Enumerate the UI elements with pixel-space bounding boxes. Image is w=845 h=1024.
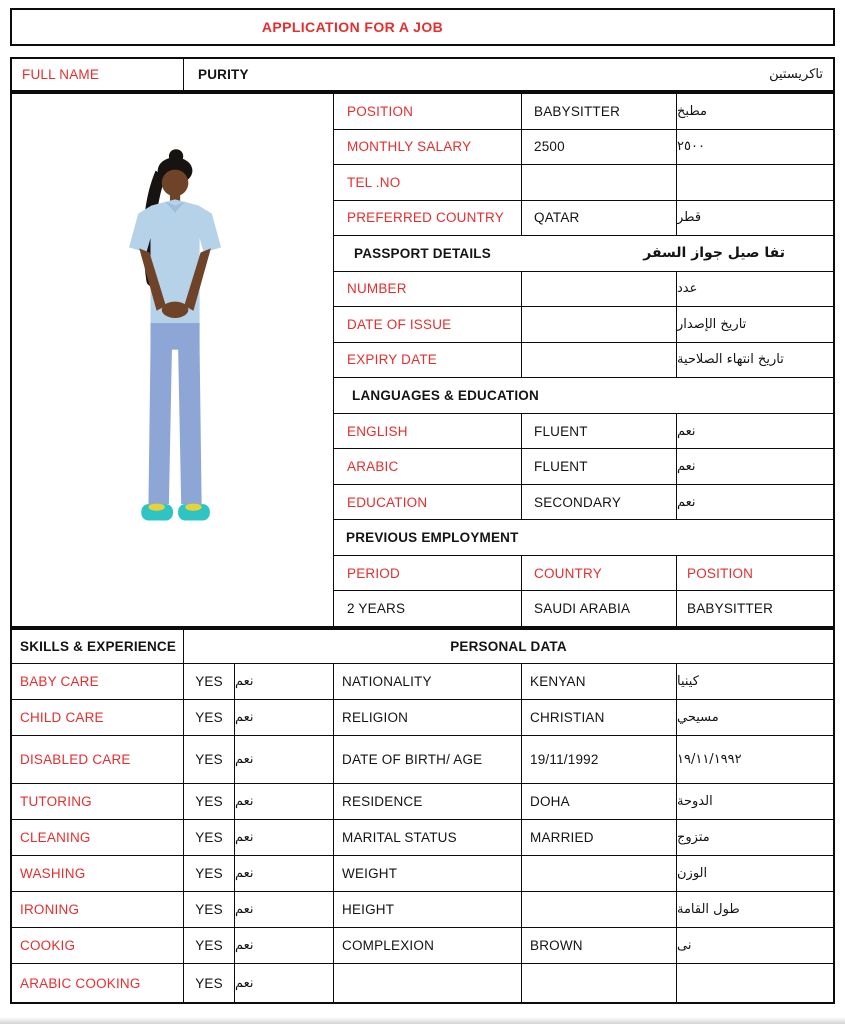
skill-label: WASHING bbox=[12, 856, 184, 891]
skill-label: DISABLED CARE bbox=[12, 736, 184, 783]
personal-arabic: الدوحة bbox=[677, 794, 713, 809]
passport-details-title: PASSPORT DETAILS bbox=[354, 245, 491, 261]
skill-yes: YES bbox=[184, 964, 235, 1002]
skill-yes: YES bbox=[184, 928, 235, 963]
employment-period-header: PERIOD bbox=[334, 556, 522, 591]
education-arabic: نعم bbox=[677, 494, 696, 510]
personal-value: 19/11/1992 bbox=[522, 736, 677, 783]
position-row bbox=[334, 94, 833, 130]
skill-yes-arabic: نعم bbox=[235, 928, 334, 963]
skill-yes-arabic: نعم bbox=[235, 892, 334, 927]
preferred-country-value: QATAR bbox=[522, 201, 677, 236]
date-of-issue-row bbox=[334, 307, 833, 343]
skill-label: IRONING bbox=[12, 892, 184, 927]
employment-position-header: POSITION bbox=[687, 565, 754, 581]
skill-label: BABY CARE bbox=[12, 664, 184, 699]
expiry-date-value bbox=[522, 343, 677, 378]
details-table bbox=[334, 94, 833, 626]
skill-yes: YES bbox=[184, 700, 235, 735]
passport-header-row bbox=[334, 236, 833, 272]
salary-label: MONTHLY SALARY bbox=[334, 130, 522, 165]
personal-arabic: كينيا bbox=[677, 674, 699, 689]
skill-yes: YES bbox=[184, 820, 235, 855]
english-row bbox=[334, 414, 833, 450]
personal-label: DATE OF BIRTH/ AGE bbox=[334, 736, 522, 783]
employment-country-value: SAUDI ARABIA bbox=[522, 591, 677, 626]
personal-label: WEIGHT bbox=[334, 856, 522, 891]
skill-yes-arabic: نعم bbox=[235, 700, 334, 735]
skill-yes-arabic: نعم bbox=[235, 664, 334, 699]
telephone-row bbox=[334, 165, 833, 201]
preferred-country-arabic: قطر bbox=[677, 210, 702, 226]
personal-label: RESIDENCE bbox=[334, 784, 522, 819]
skill-yes-arabic: نعم bbox=[235, 736, 334, 783]
main-section bbox=[10, 92, 835, 628]
table-row bbox=[12, 856, 833, 892]
employment-data-row bbox=[334, 591, 833, 626]
skill-label: CLEANING bbox=[12, 820, 184, 855]
full-name-value: PURITY bbox=[198, 67, 249, 82]
arabic-label: ARABIC bbox=[334, 449, 522, 484]
english-label: ENGLISH bbox=[334, 414, 522, 449]
full-name-label: FULL NAME bbox=[12, 59, 184, 90]
languages-header-row bbox=[334, 378, 833, 414]
personal-arabic: ١٩/١١/١٩٩٢ bbox=[677, 752, 742, 767]
personal-label: NATIONALITY bbox=[334, 664, 522, 699]
date-of-issue-value bbox=[522, 307, 677, 342]
personal-value: BROWN bbox=[522, 928, 677, 963]
date-of-issue-arabic: تاريخ الإصدار bbox=[677, 316, 747, 332]
personal-arabic: طول القامة bbox=[677, 902, 740, 917]
telephone-label: TEL .NO bbox=[334, 165, 522, 200]
preferred-country-row bbox=[334, 201, 833, 237]
skills-personal-section bbox=[10, 628, 835, 1004]
employment-columns-row bbox=[334, 556, 833, 592]
passport-details-header bbox=[334, 236, 833, 271]
skill-yes-arabic: نعم bbox=[235, 964, 334, 1002]
page-title: APPLICATION FOR A JOB bbox=[261, 19, 444, 35]
table-row bbox=[12, 664, 833, 700]
page-edge-shadow bbox=[0, 1017, 845, 1024]
salary-value: 2500 bbox=[522, 130, 677, 165]
salary-row bbox=[334, 130, 833, 166]
position-arabic: مطبخ bbox=[677, 103, 707, 119]
table-row bbox=[12, 736, 833, 784]
skill-yes: YES bbox=[184, 784, 235, 819]
skill-yes: YES bbox=[184, 664, 235, 699]
table-row bbox=[12, 820, 833, 856]
personal-value: MARRIED bbox=[522, 820, 677, 855]
table-row bbox=[12, 928, 833, 964]
skill-label: ARABIC COOKING bbox=[12, 964, 184, 1002]
skills-personal-header-row bbox=[12, 630, 833, 664]
education-value: SECONDARY bbox=[522, 485, 677, 520]
applicant-photo bbox=[93, 140, 253, 590]
table-row bbox=[12, 700, 833, 736]
languages-education-header: LANGUAGES & EDUCATION bbox=[352, 388, 539, 404]
table-row bbox=[12, 964, 833, 1002]
arabic-arabic: نعم bbox=[677, 459, 696, 475]
personal-value bbox=[522, 964, 677, 1002]
personal-arabic bbox=[677, 964, 833, 1002]
passport-number-row bbox=[334, 272, 833, 308]
full-name-row bbox=[10, 57, 835, 92]
education-label: EDUCATION bbox=[334, 485, 522, 520]
personal-arabic: مسيحي bbox=[677, 710, 719, 725]
skill-label: CHILD CARE bbox=[12, 700, 184, 735]
position-value: BABYSITTER bbox=[522, 94, 677, 129]
table-row bbox=[12, 784, 833, 820]
arabic-value: FLUENT bbox=[522, 449, 677, 484]
full-name-arabic: تاكريستين bbox=[769, 67, 823, 82]
expiry-date-row bbox=[334, 343, 833, 379]
skill-label: COOKIG bbox=[12, 928, 184, 963]
passport-number-value bbox=[522, 272, 677, 307]
personal-arabic: نى bbox=[677, 938, 692, 953]
passport-number-arabic: عدد bbox=[677, 281, 698, 297]
skill-label: TUTORING bbox=[12, 784, 184, 819]
employment-country-header: COUNTRY bbox=[522, 556, 677, 591]
skill-yes: YES bbox=[184, 856, 235, 891]
personal-value: CHRISTIAN bbox=[522, 700, 677, 735]
title-bar bbox=[10, 8, 835, 46]
previous-employment-header: PREVIOUS EMPLOYMENT bbox=[346, 530, 519, 546]
table-row bbox=[12, 892, 833, 928]
personal-value bbox=[522, 892, 677, 927]
personal-value: DOHA bbox=[522, 784, 677, 819]
preferred-country-label: PREFERRED COUNTRY bbox=[334, 201, 522, 236]
skill-yes-arabic: نعم bbox=[235, 784, 334, 819]
english-arabic: نعم bbox=[677, 423, 696, 439]
telephone-arabic bbox=[677, 165, 833, 200]
skill-yes: YES bbox=[184, 892, 235, 927]
personal-value bbox=[522, 856, 677, 891]
passport-details-title-arabic: تفا صيل جواز السفر bbox=[643, 245, 785, 262]
personal-label: COMPLEXION bbox=[334, 928, 522, 963]
personal-label: RELIGION bbox=[334, 700, 522, 735]
employment-period-value: 2 YEARS bbox=[334, 591, 522, 626]
skill-yes-arabic: نعم bbox=[235, 856, 334, 891]
personal-label: HEIGHT bbox=[334, 892, 522, 927]
personal-value: KENYAN bbox=[522, 664, 677, 699]
employment-header-row bbox=[334, 520, 833, 556]
passport-number-label: NUMBER bbox=[334, 272, 522, 307]
expiry-date-label: EXPIRY DATE bbox=[334, 343, 522, 378]
personal-arabic: متزوج bbox=[677, 830, 710, 845]
expiry-date-arabic: تاريخ انتهاء الصلاحية bbox=[677, 352, 784, 368]
personal-arabic: الوزن bbox=[677, 866, 708, 881]
personal-label: MARITAL STATUS bbox=[334, 820, 522, 855]
personal-data-header: PERSONAL DATA bbox=[450, 639, 567, 654]
english-value: FLUENT bbox=[522, 414, 677, 449]
arabic-row bbox=[334, 449, 833, 485]
personal-label bbox=[334, 964, 522, 1002]
position-label: POSITION bbox=[334, 94, 522, 129]
date-of-issue-label: DATE OF ISSUE bbox=[334, 307, 522, 342]
salary-arabic: ٢٥٠٠ bbox=[677, 139, 705, 155]
skills-experience-header: SKILLS & EXPERIENCE bbox=[12, 630, 184, 663]
photo-cell bbox=[12, 94, 334, 626]
skill-yes-arabic: نعم bbox=[235, 820, 334, 855]
telephone-value bbox=[522, 165, 677, 200]
education-row bbox=[334, 485, 833, 521]
skill-yes: YES bbox=[184, 736, 235, 783]
full-name-cell bbox=[184, 59, 833, 90]
employment-position-value: BABYSITTER bbox=[687, 601, 774, 617]
